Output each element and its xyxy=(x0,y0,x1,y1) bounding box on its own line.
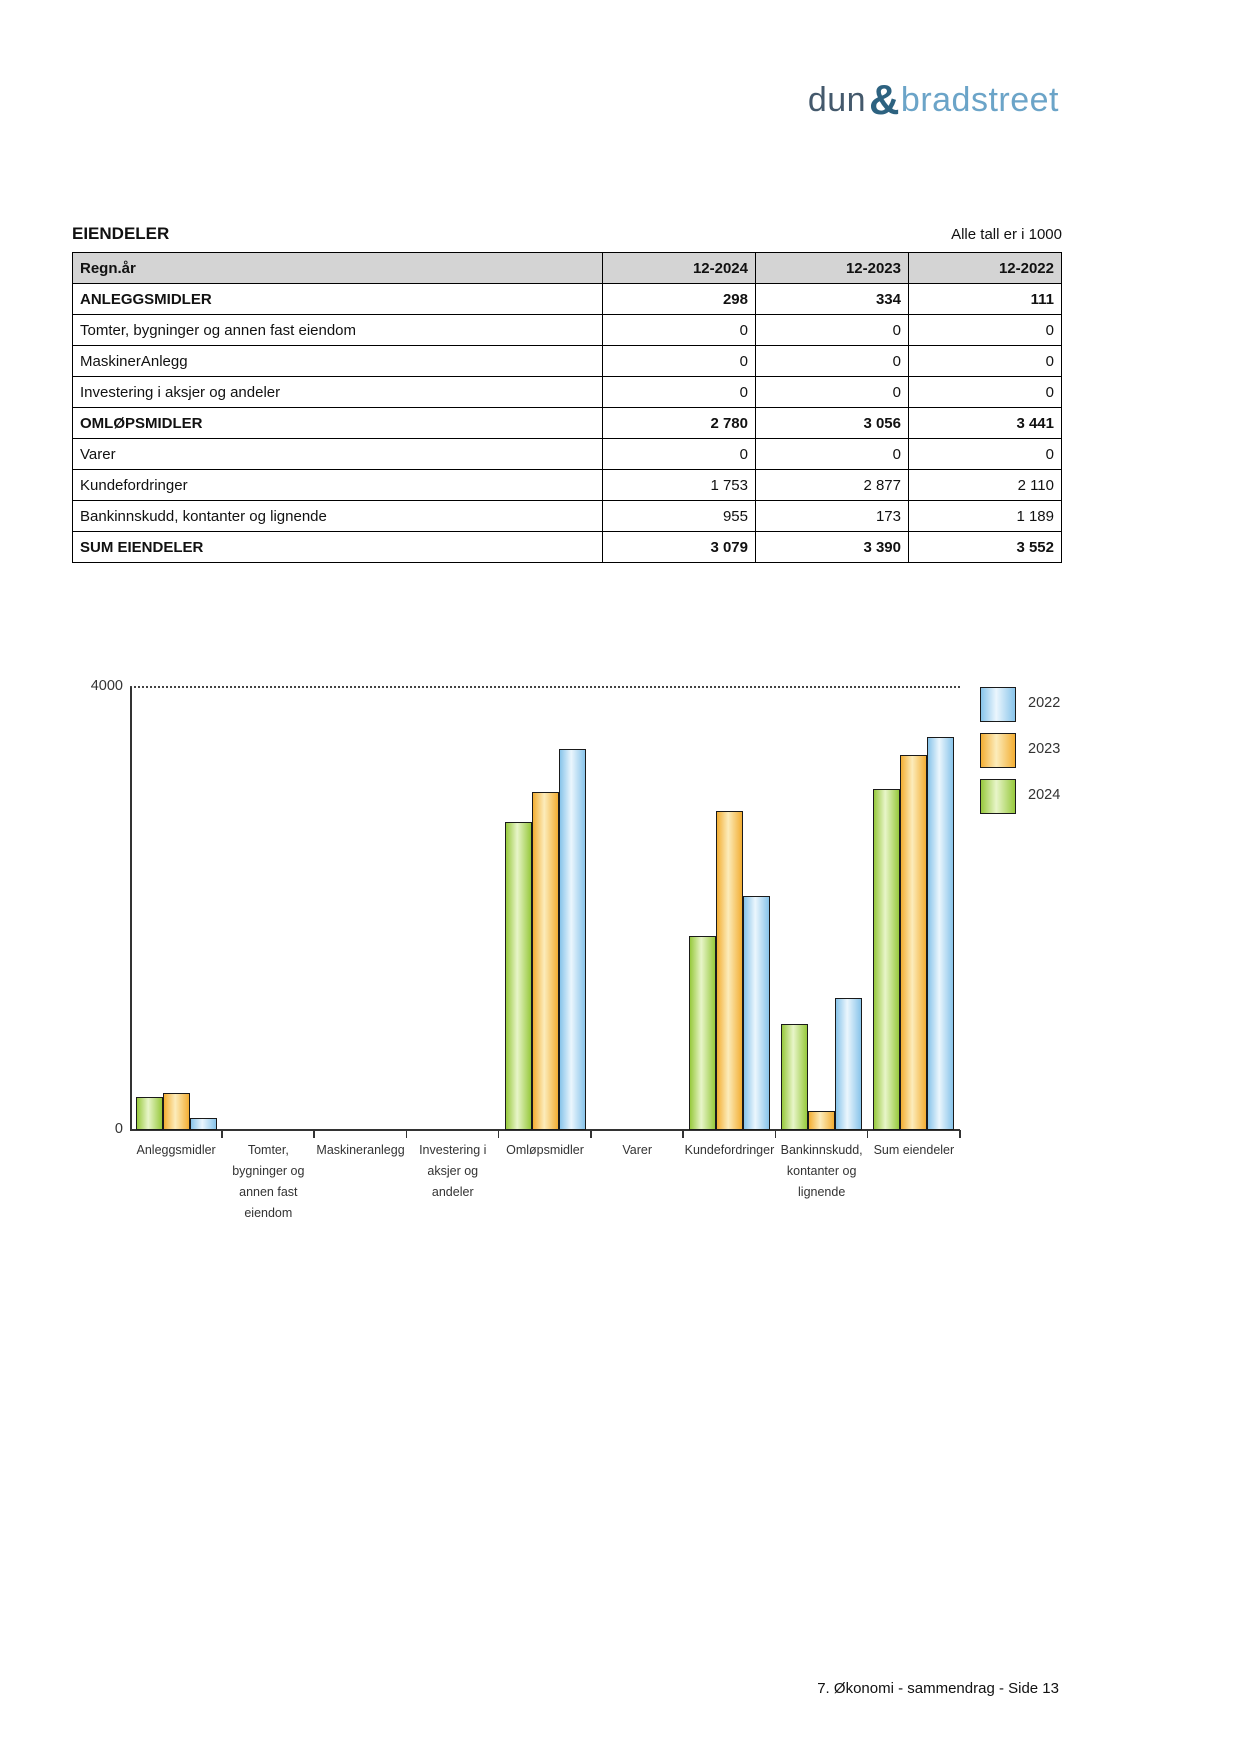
x-axis-tick xyxy=(682,1130,684,1138)
section-title: EIENDELER xyxy=(72,224,170,243)
x-axis-label-line: lignende xyxy=(798,1185,846,1199)
chart-bar-2022 xyxy=(927,737,954,1130)
chart-bar-2022 xyxy=(835,998,862,1130)
row-value-cell: 3 552 xyxy=(909,532,1062,563)
row-value-cell: 955 xyxy=(603,501,756,532)
chart-bar-2024 xyxy=(781,1024,808,1130)
x-axis-tick xyxy=(959,1130,961,1138)
x-axis-tick xyxy=(775,1130,777,1138)
table-row xyxy=(73,346,1062,377)
row-label-cell: Varer xyxy=(73,439,603,470)
row-value-cell: 0 xyxy=(756,315,909,346)
row-value-cell: 0 xyxy=(603,315,756,346)
row-label-cell: Investering i aksjer og andeler xyxy=(73,377,603,408)
table-row xyxy=(73,439,1062,470)
row-value-cell: 298 xyxy=(603,284,756,315)
chart-bar-2024 xyxy=(136,1097,163,1130)
row-label-cell: SUM EIENDELER xyxy=(73,532,603,563)
chart-bar-2023 xyxy=(808,1111,835,1130)
legend-swatch-2024 xyxy=(980,779,1016,814)
row-value-cell: 173 xyxy=(756,501,909,532)
row-value-cell: 0 xyxy=(909,315,1062,346)
chart-bar-2023 xyxy=(716,811,743,1130)
x-axis-label-line: Anleggsmidler xyxy=(136,1143,216,1157)
header-cell-year: 12-2022 xyxy=(909,253,1062,284)
x-axis-label-line: Investering i xyxy=(419,1143,487,1157)
x-axis-line xyxy=(130,1129,960,1131)
table-row xyxy=(73,377,1062,408)
chart-bar-2023 xyxy=(163,1093,190,1130)
x-axis-label xyxy=(814,1140,1014,1161)
x-axis-label xyxy=(445,1140,645,1161)
x-axis-label xyxy=(168,1140,368,1224)
row-value-cell: 111 xyxy=(909,284,1062,315)
x-axis-label-line: Kundefordringer xyxy=(684,1143,775,1157)
row-label-cell: OMLØPSMIDLER xyxy=(73,408,603,439)
legend-label: 2023 xyxy=(1028,741,1061,757)
row-value-cell: 3 079 xyxy=(603,532,756,563)
legend-label: 2022 xyxy=(1028,695,1061,711)
legend-swatch-2022 xyxy=(980,687,1016,722)
logo-text-dun: dun xyxy=(807,81,867,119)
legend-label: 2024 xyxy=(1028,787,1061,803)
units-note: Alle tall er i 1000 xyxy=(951,226,1062,243)
x-axis-label xyxy=(629,1140,829,1161)
row-value-cell: 0 xyxy=(603,377,756,408)
x-axis-label-line: Maskineranlegg xyxy=(316,1143,405,1157)
row-label-cell: Tomter, bygninger og annen fast eiendom xyxy=(73,315,603,346)
legend-swatch-2023 xyxy=(980,733,1016,768)
logo-ampersand-icon: & xyxy=(869,76,900,123)
x-axis-tick xyxy=(221,1130,223,1138)
row-value-cell: 0 xyxy=(756,439,909,470)
x-axis-tick xyxy=(313,1130,315,1138)
table-header-row xyxy=(73,253,1062,284)
y-axis-line xyxy=(130,687,132,1130)
x-axis-tick xyxy=(406,1130,408,1138)
row-value-cell: 0 xyxy=(756,346,909,377)
table-row xyxy=(73,501,1062,532)
header-cell-year: 12-2023 xyxy=(756,253,909,284)
row-label-cell: Bankinnskudd, kontanter og lignende xyxy=(73,501,603,532)
assets-table xyxy=(72,252,1062,563)
y-axis-tick-label: 4000 xyxy=(90,678,123,694)
chart-bar-2024 xyxy=(873,789,900,1130)
x-axis-label-line: annen fast xyxy=(239,1185,298,1199)
table-row xyxy=(73,408,1062,439)
x-axis-label-line: Varer xyxy=(622,1143,653,1157)
row-value-cell: 2 780 xyxy=(603,408,756,439)
row-value-cell: 0 xyxy=(909,377,1062,408)
y-axis-tick-label: 0 xyxy=(114,1121,123,1137)
row-value-cell: 3 441 xyxy=(909,408,1062,439)
x-axis-tick xyxy=(867,1130,869,1138)
header-cell-label: Regn.år xyxy=(73,253,603,284)
x-axis-label xyxy=(76,1140,276,1161)
chart-bar-2023 xyxy=(900,755,927,1130)
x-axis-label-line: Sum eiendeler xyxy=(873,1143,955,1157)
section-header xyxy=(72,224,1062,244)
row-value-cell: 2 877 xyxy=(756,470,909,501)
logo-text-bradstreet: bradstreet xyxy=(900,81,1059,119)
x-axis-label-line: eiendom xyxy=(244,1206,293,1220)
chart-bar-2022 xyxy=(190,1118,217,1130)
x-axis-tick xyxy=(590,1130,592,1138)
row-value-cell: 334 xyxy=(756,284,909,315)
dun-bradstreet-logo xyxy=(808,76,1059,121)
x-axis-label-line: bygninger og xyxy=(232,1164,305,1178)
x-axis-label-line: kontanter og xyxy=(786,1164,857,1178)
row-label-cell: MaskinerAnlegg xyxy=(73,346,603,377)
row-value-cell: 0 xyxy=(603,346,756,377)
x-axis-label-line: Omløpsmidler xyxy=(506,1143,584,1157)
x-axis-label xyxy=(353,1140,553,1203)
x-axis-tick xyxy=(498,1130,500,1138)
header-cell-year: 12-2024 xyxy=(603,253,756,284)
x-axis-label xyxy=(722,1140,922,1203)
row-value-cell: 0 xyxy=(603,439,756,470)
row-value-cell: 1 753 xyxy=(603,470,756,501)
x-axis-label-line: Bankinnskudd, xyxy=(780,1143,863,1157)
chart-bar-2024 xyxy=(689,936,716,1130)
table-row xyxy=(73,532,1062,563)
x-axis-label xyxy=(261,1140,461,1161)
row-value-cell: 3 056 xyxy=(756,408,909,439)
gridline-4000 xyxy=(130,686,960,688)
chart-bar-2023 xyxy=(532,792,559,1130)
x-axis-label xyxy=(537,1140,737,1161)
row-value-cell: 3 390 xyxy=(756,532,909,563)
x-axis-label-line: andeler xyxy=(431,1185,474,1199)
table-row xyxy=(73,284,1062,315)
table-row xyxy=(73,315,1062,346)
row-value-cell: 0 xyxy=(909,346,1062,377)
x-axis-label-line: Tomter, xyxy=(247,1143,289,1157)
chart-bar-2022 xyxy=(559,749,586,1130)
row-value-cell: 2 110 xyxy=(909,470,1062,501)
chart-bar-2022 xyxy=(743,896,770,1130)
x-axis-label-line: aksjer og xyxy=(427,1164,479,1178)
chart-bar-2024 xyxy=(505,822,532,1130)
row-value-cell: 0 xyxy=(756,377,909,408)
row-label-cell: ANLEGGSMIDLER xyxy=(73,284,603,315)
row-value-cell: 0 xyxy=(909,439,1062,470)
page-footer: 7. Økonomi - sammendrag - Side 13 xyxy=(817,1680,1059,1697)
row-value-cell: 1 189 xyxy=(909,501,1062,532)
row-label-cell: Kundefordringer xyxy=(73,470,603,501)
table-row xyxy=(73,470,1062,501)
